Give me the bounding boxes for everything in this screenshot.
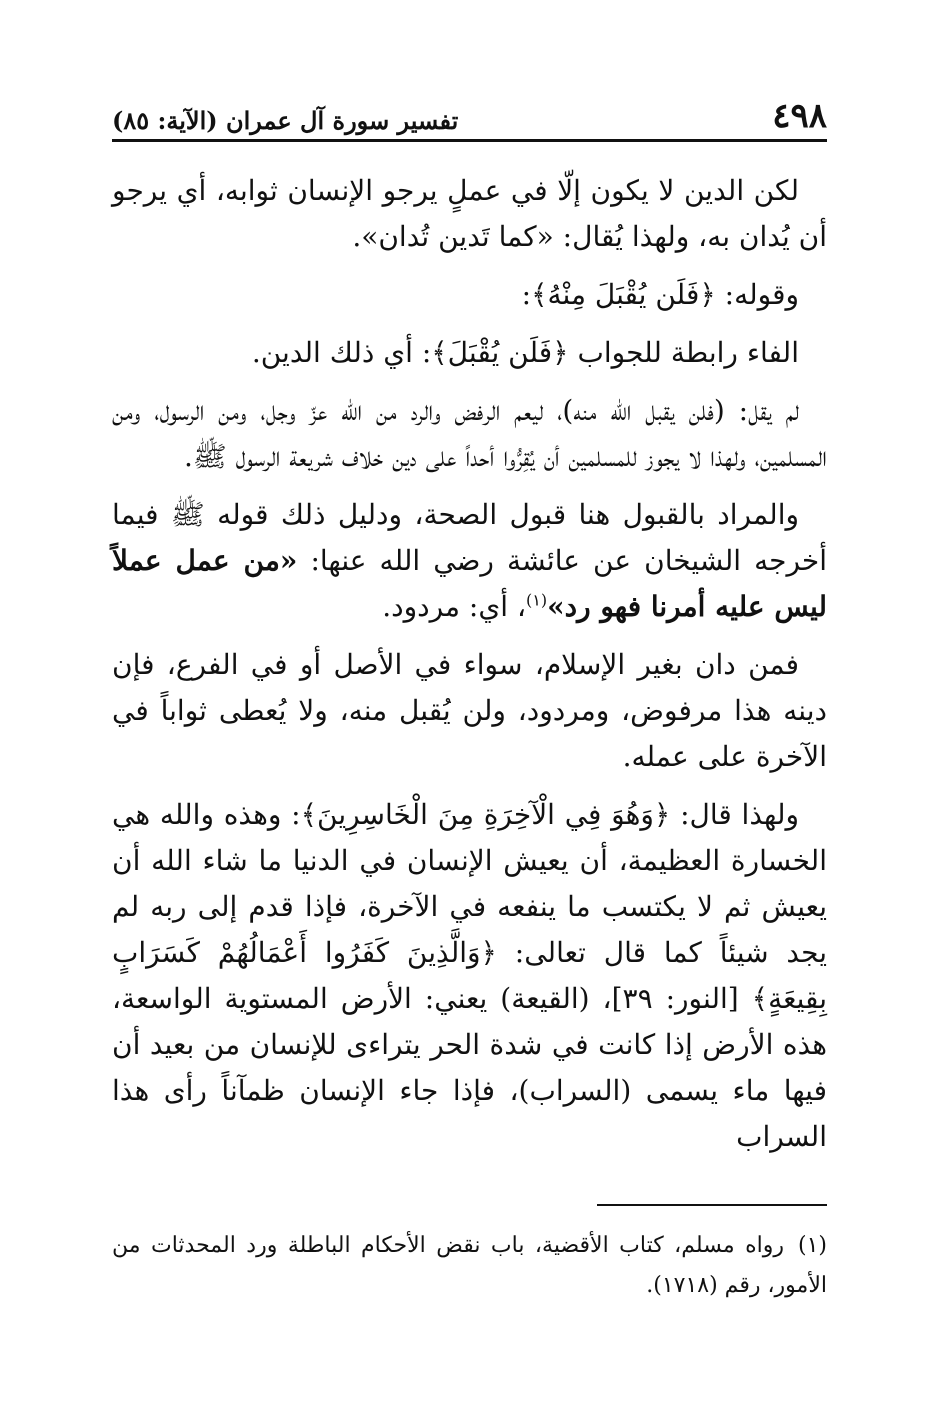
running-title: تفسير سورة آل عمران (الآية: ٨٥) [112,106,459,135]
paragraph-tail: ، أي: مردود. [382,590,526,623]
paragraph-text: لكن الدين لا يكون إلّا في عملٍ يرجو الإنسان ثوابه، أي يرجو أن يُدان به، ولهذا يُقال: «كما تَدين تُدان». [112,174,827,253]
paragraph-lead: الفاء رابطة للجواب [568,336,799,369]
paragraph-tail: [النور: ٣٩]، (القيعة) يعني: الأرض المستوية الواسعة، هذه الأرض إذا كانت في شدة الحر يتراءى للإنسان من بعيد أن فيها ماء يسمى (السراب)، فإذا جاء الإنسان ظمآناً رأى هذا السراب [112,982,827,1153]
page-header [112,82,827,142]
paragraph-5 [112,492,827,630]
quran-verse: ﴿فَلَن يُقْبَلَ مِنْهُ﴾ [531,278,716,311]
paragraph-7 [112,792,827,1160]
paragraph-4 [112,388,827,480]
hadith-quote: «من عمل عملاً ليس عليه أمرنا فهو رد» [112,544,827,623]
main-text [112,168,827,1172]
quran-verse: ﴿وَالَّذِينَ كَفَرُوا أَعْمَالُهُمْ كَسَرَابٍ بِقِيعَةٍ﴾ [112,936,828,1015]
paragraph-tail: : وهذه والله هي الخسارة العظيمة، أن يعيش الإنسان في الدنيا ما شاء الله أن يعيش ثم لا يكتسب ما ينفعه في الآخرة، فإذا قدم إلى ربه لم يجد شيئاً كما قال تعالى: [112,798,827,969]
footnote-divider [597,1204,827,1206]
paragraph-tail: : أي ذلك الدين. [251,336,432,369]
paragraph-lead: ولهذا قال: [670,798,799,831]
paragraph-text: فمن دان بغير الإسلام، سواء في الأصل أو في الفرع، فإن دينه هذا مرفوض، ومردود، ولن يُقبل منه، ولا يُعطى ثواباً في الآخرة على عمله. [112,648,827,773]
paragraph-text: لم يقل: (فلن يقبل الله منه)، ليعم الرفض والرد من الله عزّ وجل، ومن الرسول، ومن المسلمين، ولهذا لا يجوز للمسلمين أن يُقِرُّوا أحداً على دين خلاف شريعة الرسول ﷺ. [112,394,827,473]
paragraph-6 [112,642,827,780]
footnote-marker: (١) [797,1233,827,1258]
quran-verse: ﴿وَهُوَ فِي الْآخِرَةِ مِنَ الْخَاسِرِينَ﴾ [300,798,671,831]
quran-verse: ﴿فَلَن يُقْبَلَ﴾ [431,336,569,369]
page-number: ٤٩٨ [772,96,827,136]
paragraph-1 [112,168,827,260]
paragraph-lead: والمراد بالقبول هنا قبول الصحة، ودليل ذلك قوله ﷺ فيما أخرجه الشيخان عن عائشة رضي الله عنها: [112,498,827,577]
paragraph-tail: : [521,278,532,311]
paragraph-3 [112,330,827,376]
footnotes [112,1226,827,1306]
footnote-text: رواه مسلم، كتاب الأقضية، باب نقض الأحكام الباطلة ورد المحدثات من الأمور، رقم (١٧١٨). [112,1233,827,1298]
paragraph-2 [112,272,827,318]
footnote-item [112,1226,827,1306]
footnote-reference[interactable]: (١) [526,590,548,610]
paragraph-lead: وقوله: [715,278,799,311]
